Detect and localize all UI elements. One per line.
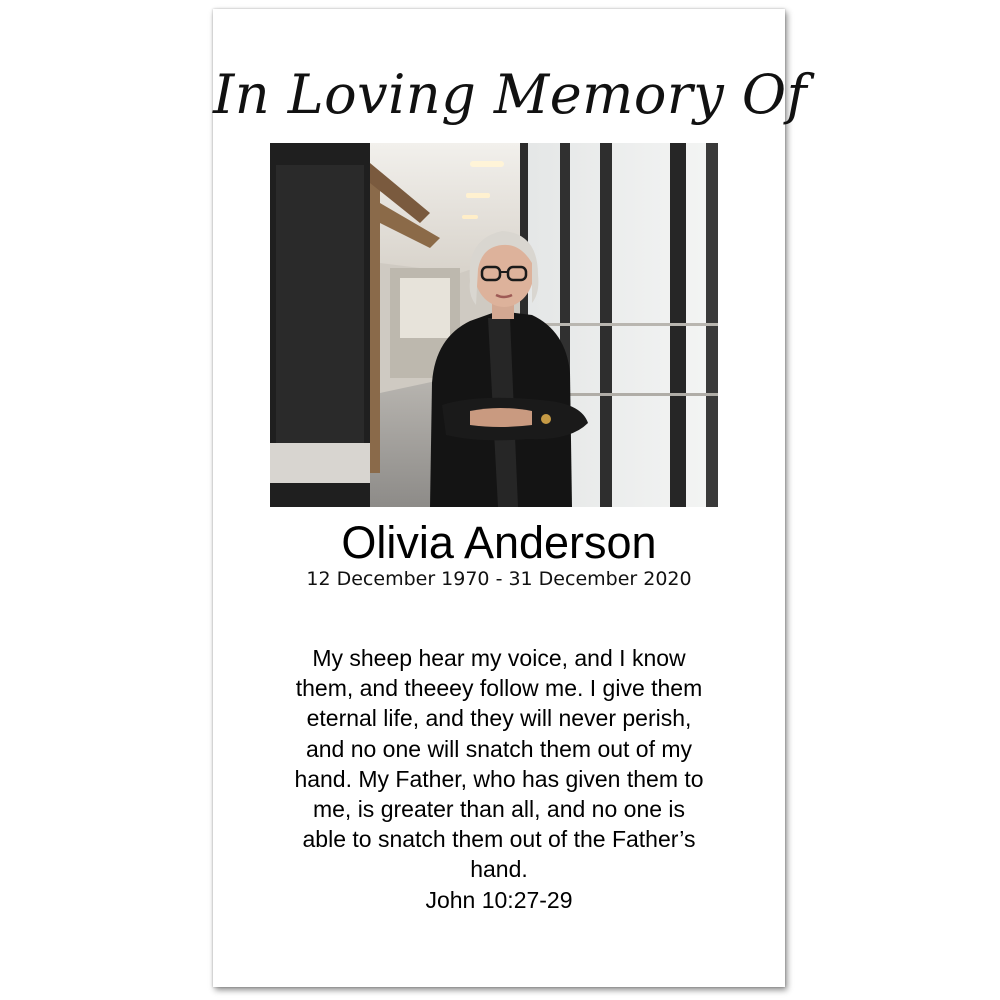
verse-line: hand.	[470, 856, 528, 883]
verse-line: hand. My Father, who has given them to	[294, 765, 704, 792]
scripture-reference: John 10:27-29	[425, 886, 573, 913]
portrait-photo	[270, 143, 718, 507]
memorial-heading: In Loving Memory Of	[213, 63, 808, 126]
memorial-card	[213, 9, 808, 987]
verse-line: My sheep hear my voice, and I know	[312, 645, 686, 671]
verse-line: able to snatch them out of the Father’s	[302, 826, 696, 853]
verse-line: me, is greater than all, and no one is	[312, 796, 686, 823]
verse-line: and no one will snatch them out of my	[305, 735, 693, 762]
verse-line: eternal life, and they will never perish,	[306, 705, 692, 732]
scripture-verse	[249, 643, 749, 915]
deceased-name: Olivia Anderson	[341, 517, 657, 568]
life-dates: 12 December 1970 - 31 December 2020	[306, 568, 692, 590]
verse-line: them, and theeey follow me. I give them	[295, 675, 703, 702]
